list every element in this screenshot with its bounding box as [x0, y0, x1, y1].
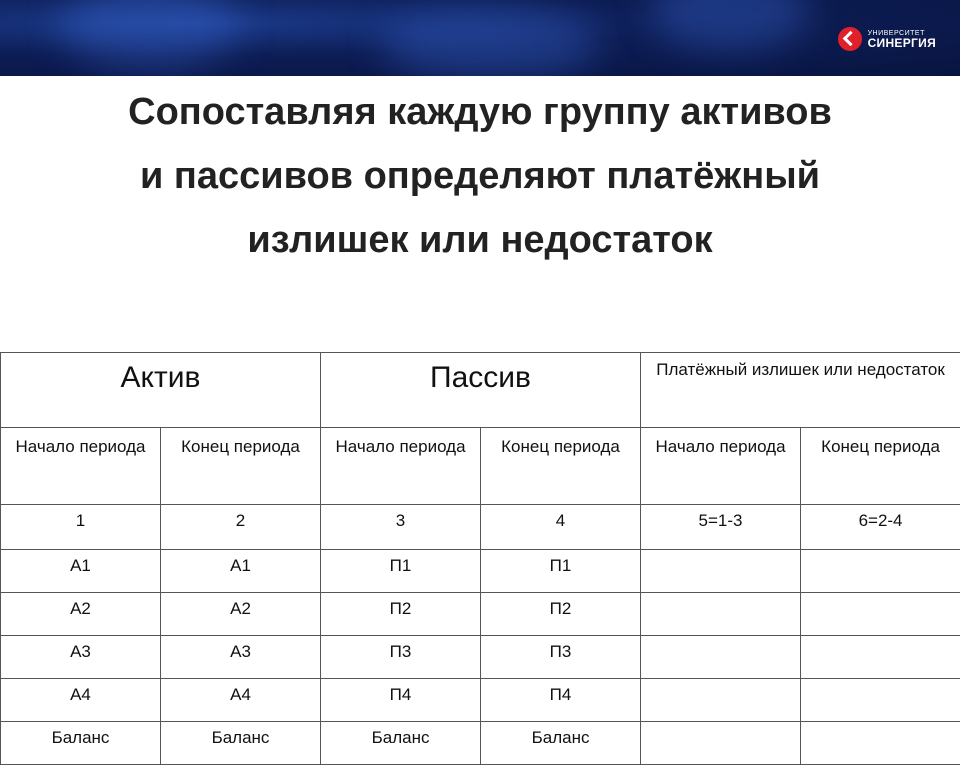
- table-cell: [641, 593, 801, 636]
- table-cell: Баланс: [161, 722, 321, 765]
- table-cell: А3: [161, 636, 321, 679]
- table-cell: [641, 679, 801, 722]
- table-cell: П4: [481, 679, 641, 722]
- table-cell: А2: [1, 593, 161, 636]
- table-cell: [641, 550, 801, 593]
- table-cell: А2: [161, 593, 321, 636]
- table-cell: П2: [321, 593, 481, 636]
- column-number: 2: [161, 505, 321, 550]
- table-row: [1, 636, 960, 679]
- table-cell: [801, 550, 960, 593]
- table-cell: [801, 636, 960, 679]
- table-cell: П4: [321, 679, 481, 722]
- table-cell: А4: [161, 679, 321, 722]
- title-line-1: Сопоставляя каждую группу активов: [40, 80, 920, 144]
- table-row: [1, 679, 960, 722]
- title-line-2: и пассивов определяют платёжный: [40, 144, 920, 208]
- column-number: 6=2-4: [801, 505, 960, 550]
- subheader-cell: Конец периода: [801, 428, 960, 505]
- subheader-cell: Конец периода: [481, 428, 641, 505]
- table-row: [1, 593, 960, 636]
- subheader-cell: Начало периода: [321, 428, 481, 505]
- table-cell: А1: [1, 550, 161, 593]
- table-cell: П3: [321, 636, 481, 679]
- column-number: 4: [481, 505, 641, 550]
- table-cell: [641, 722, 801, 765]
- header-passive: Пассив: [321, 353, 641, 428]
- table-cell: А1: [161, 550, 321, 593]
- title-line-3: излишек или недостаток: [40, 208, 920, 272]
- table-cell: Баланс: [1, 722, 161, 765]
- table-cell: [801, 593, 960, 636]
- table-cell: [641, 636, 801, 679]
- table-cell: А4: [1, 679, 161, 722]
- subheader-cell: Начало периода: [641, 428, 801, 505]
- university-logo: [838, 24, 936, 54]
- table-cell: Баланс: [481, 722, 641, 765]
- table-row: [1, 550, 960, 593]
- table-cell: П1: [481, 550, 641, 593]
- subheader-cell: Конец периода: [161, 428, 321, 505]
- table-cell: П1: [321, 550, 481, 593]
- synergy-logo-icon: [838, 27, 862, 51]
- balance-table: [0, 352, 960, 765]
- header-band: [0, 0, 960, 76]
- logo-line1: УНИВЕРСИТЕТ: [868, 30, 936, 37]
- table-cell: А3: [1, 636, 161, 679]
- slide-title: [40, 80, 920, 272]
- table-cell: [801, 722, 960, 765]
- header-active: Актив: [1, 353, 321, 428]
- table-cell: П3: [481, 636, 641, 679]
- logo-line2: СИНЕРГИЯ: [868, 37, 936, 49]
- table-cell: [801, 679, 960, 722]
- column-number: 3: [321, 505, 481, 550]
- column-number: 1: [1, 505, 161, 550]
- column-number: 5=1-3: [641, 505, 801, 550]
- header-surplus: Платёжный излишек или недостаток: [641, 353, 960, 428]
- table-row: [1, 722, 960, 765]
- subheader-cell: Начало периода: [1, 428, 161, 505]
- table-cell: П2: [481, 593, 641, 636]
- table-cell: Баланс: [321, 722, 481, 765]
